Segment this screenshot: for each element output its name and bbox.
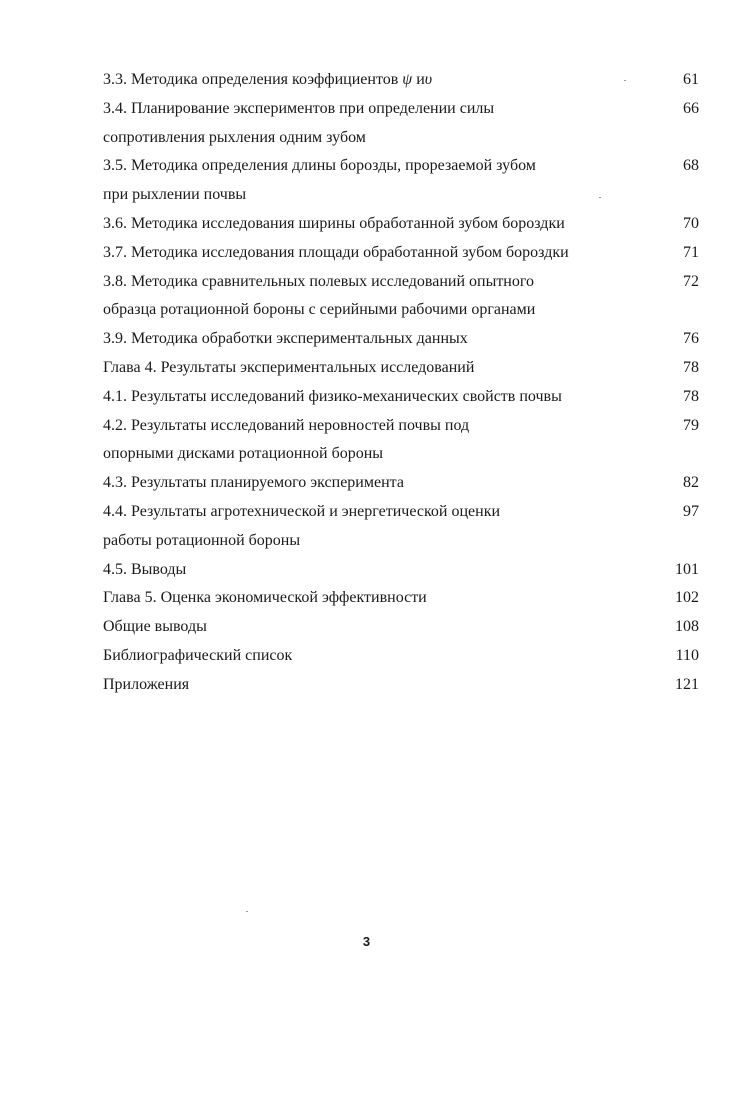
toc-entry-title-line: 3.6. Методика исследования ширины обработанной зубом бороздки <box>103 214 565 232</box>
toc-entry-4-1 <box>103 383 699 412</box>
toc-entry-title <box>103 152 699 210</box>
upsilon-symbol: υ <box>424 71 433 88</box>
toc-entry-3-3 <box>103 66 699 95</box>
toc-entry-title-line: 3.3. Методика определения коэффициентов <box>103 71 399 88</box>
scan-speck <box>246 911 248 912</box>
toc-entry-title-line: сопротивления рыхления одним зубом <box>103 128 366 146</box>
toc-entry-title <box>103 383 699 412</box>
toc-entry-title <box>103 210 699 239</box>
toc-entry-title-line: 4.3. Результаты планируемого эксперимента <box>103 474 404 492</box>
toc-entry-page: 79 <box>683 416 699 434</box>
toc-entry-title-line: при рыхлении почвы <box>103 186 247 204</box>
toc-entry-conclusions <box>103 613 699 642</box>
scan-speck <box>599 197 601 198</box>
toc-entry-page: 102 <box>675 589 699 607</box>
toc-entry-title <box>103 268 699 326</box>
toc-entry-title <box>103 671 699 700</box>
table-of-contents <box>103 66 699 700</box>
toc-entry-title <box>103 66 699 95</box>
toc-entry-title <box>103 469 699 498</box>
toc-entry-page: 108 <box>675 618 699 636</box>
toc-entry-title <box>103 642 699 671</box>
toc-entry-title-line: Глава 5. Оценка экономической эффективности <box>103 589 427 607</box>
toc-entry-title <box>103 498 699 556</box>
toc-entry-3-6 <box>103 210 699 239</box>
toc-entry-appendices <box>103 671 699 700</box>
toc-entry-title-line: 4.4. Результаты агротехнической и энергетической оценки <box>103 502 501 520</box>
toc-entry-title <box>103 584 699 613</box>
toc-entry-bibliography <box>103 642 699 671</box>
toc-entry-title-line: 4.5. Выводы <box>103 560 187 578</box>
toc-entry-page: 101 <box>675 560 699 578</box>
toc-entry-title <box>103 354 699 383</box>
toc-entry-title <box>103 325 699 354</box>
toc-entry-title-line: 4.1. Результаты исследований физико-механических свойств почвы <box>103 387 562 405</box>
toc-entry-title-line: 4.2. Результаты исследований неровностей почвы под <box>103 416 470 434</box>
toc-entry-title <box>103 95 699 153</box>
toc-entry-title-line: 3.9. Методика обработки экспериментальных данных <box>103 330 468 348</box>
toc-entry-3-4 <box>103 95 699 153</box>
toc-entry-title-line: 3.5. Методика определения длины борозды, прорезаемой зубом <box>103 157 536 175</box>
toc-entry-page: 78 <box>683 387 699 405</box>
toc-entry-page: 76 <box>683 330 699 348</box>
toc-entry-title <box>103 613 699 642</box>
toc-entry-4-3 <box>103 469 699 498</box>
toc-entry-3-8 <box>103 268 699 326</box>
toc-entry-4-5 <box>103 556 699 585</box>
toc-entry-page: 61 <box>683 71 699 88</box>
toc-entry-page: 78 <box>683 358 699 376</box>
toc-entry-page: 70 <box>683 214 699 232</box>
toc-entry-page: 110 <box>675 646 699 664</box>
toc-entry-page: 72 <box>683 272 699 290</box>
conjunction-and: и <box>416 71 425 88</box>
toc-entry-page: 97 <box>683 502 699 520</box>
toc-entry-title <box>103 239 699 268</box>
toc-entry-page: 66 <box>683 99 699 117</box>
page-number: 3 <box>362 934 371 949</box>
psi-symbol: ψ <box>402 71 413 88</box>
toc-entry-title-line: 3.7. Методика исследования площади обработанной зубом бороздки <box>103 243 569 261</box>
toc-entry-title-line: Приложения <box>103 675 190 693</box>
toc-entry-title <box>103 412 699 470</box>
scan-speck <box>624 80 626 81</box>
toc-entry-title-line: работы ротационной бороны <box>103 531 301 549</box>
toc-entry-page: 121 <box>675 675 699 693</box>
toc-entry-page: 68 <box>683 157 699 175</box>
toc-entry-title-line: Общие выводы <box>103 618 207 636</box>
toc-entry-title-line: Библиографический список <box>103 646 293 664</box>
toc-entry-title-line: Глава 4. Результаты экспериментальных исследований <box>103 358 475 376</box>
toc-entry-page: 71 <box>683 243 699 261</box>
toc-entry-3-9 <box>103 325 699 354</box>
toc-entry-page: 82 <box>683 474 699 492</box>
toc-entry-title <box>103 556 699 585</box>
toc-entry-3-7 <box>103 239 699 268</box>
toc-entry-title-line: 3.8. Методика сравнительных полевых исследований опытного <box>103 272 535 290</box>
toc-entry-title-line: опорными дисками ротационной бороны <box>103 445 384 463</box>
toc-entry-title-line: 3.4. Планирование экспериментов при определении силы <box>103 99 495 117</box>
toc-entry-chapter-4 <box>103 354 699 383</box>
toc-entry-3-5 <box>103 152 699 210</box>
toc-entry-4-2 <box>103 412 699 470</box>
toc-entry-4-4 <box>103 498 699 556</box>
toc-entry-title-line: образца ротационной бороны с серийными рабочими органами <box>103 301 536 319</box>
toc-entry-chapter-5 <box>103 584 699 613</box>
